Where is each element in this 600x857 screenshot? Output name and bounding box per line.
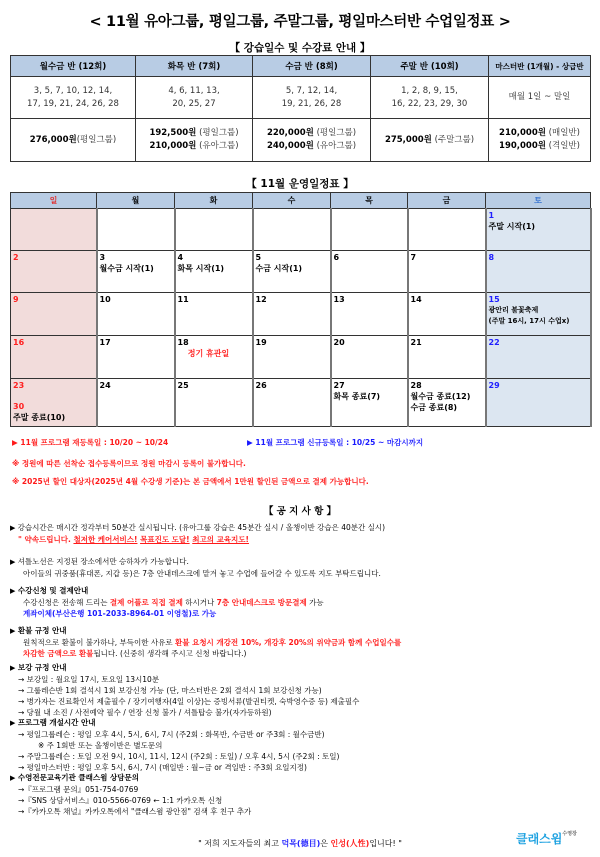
day-event: 화목 종료(7) xyxy=(333,392,381,401)
class-days-line: 1, 2, 8, 9, 15, xyxy=(401,85,458,96)
calendar-day-cell xyxy=(408,336,486,379)
fee-col-header: 마스터반 (1개월) - 상급반 xyxy=(489,56,591,77)
brand-logo xyxy=(516,830,577,847)
notice-sub-item: → 병가자는 진료확인서 제출필수 / 장기여행자(4일 이상)는 증빙서류(발권티켓, 숙박영수증 등) 제출필수 xyxy=(18,697,360,706)
price-amount: 220,000원 xyxy=(266,128,314,138)
day-event: 주말 시작(1) xyxy=(488,222,536,231)
new-registration-label: ▶ 11월 프로그램 신규등록일 : xyxy=(247,438,352,447)
weekday-thu: 목 xyxy=(331,193,408,209)
notice-item-title: ▶ 셔틀노선은 지정된 장소에서만 승하차가 가능합니다. xyxy=(10,556,590,568)
calendar-day-cell xyxy=(253,336,331,379)
notice-sub-item: → 평일그룹레슨 : 평일 오후 4시, 5시, 6시, 7시 (주2회 : 화목반, 수금반 or 주3회 : 월수금반) xyxy=(18,730,325,739)
class-days-cell xyxy=(489,77,591,119)
weekday-fri: 금 xyxy=(408,193,486,209)
calendar-week-row xyxy=(11,293,591,336)
capacity-note: ※ 정원에 따른 선착순 접수등록이므로 정원 마감시 등록이 불가합니다. xyxy=(12,459,246,468)
day-number: 21 xyxy=(410,338,422,347)
motto-text: " 저희 지도자들의 최고 xyxy=(198,839,282,848)
payment-desk-highlight: 7층 안내데스크로 방문결제 xyxy=(216,598,307,607)
calendar-day-cell xyxy=(97,209,175,251)
promise-prefix: " 약속드립니다. xyxy=(18,535,74,544)
weekday-mon: 월 xyxy=(97,193,175,209)
calendar-day-cell xyxy=(331,293,408,336)
fee-col-header: 월수금 반 (12회) xyxy=(11,56,136,77)
class-days-line: 17, 19, 21, 24, 26, 28 xyxy=(27,98,119,109)
payment-text: 수강신청은 전송해 드리는 xyxy=(23,598,110,607)
class-days-line: 20, 25, 27 xyxy=(172,98,216,109)
day-number: 25 xyxy=(177,381,189,390)
promise-line xyxy=(10,534,590,545)
day-number: 24 xyxy=(99,381,111,390)
calendar-day-cell xyxy=(486,293,591,336)
calendar-day-cell xyxy=(11,336,97,379)
notice-item-title: ▶ 프로그램 개설시간 안내 xyxy=(10,717,590,729)
reregistration-period xyxy=(12,437,168,448)
day-number: 18 xyxy=(177,338,189,347)
footer-motto xyxy=(0,838,600,849)
notice-makeup xyxy=(10,662,590,718)
calendar-day-cell xyxy=(175,209,253,251)
new-registration-dates: 10/25 ~ 마감시까지 xyxy=(351,438,424,447)
promise-care: 철저한 케어서비스! xyxy=(73,535,138,544)
class-days-line: 5, 7, 12, 14, xyxy=(285,85,338,96)
motto-character: 인성(人性) xyxy=(330,839,370,848)
day-number: 2 xyxy=(13,253,19,262)
notice-schedule xyxy=(10,717,590,773)
fee-table-price-row xyxy=(11,119,591,162)
calendar-week-row xyxy=(11,336,591,379)
day-number: 9 xyxy=(13,295,19,304)
logo-sub: 수영장 xyxy=(562,831,577,837)
notice-item-body: 아이들의 귀중품(휴대폰, 지갑 등)은 7층 안내데스크에 맡겨 놓고 수업에 들어갈 수 있도록 지도 부탁드립니다. xyxy=(23,569,381,578)
calendar-day-cell xyxy=(11,251,97,293)
weekday-sun: 일 xyxy=(11,193,97,209)
class-days-line: 19, 21, 26, 28 xyxy=(281,98,342,109)
day-number: 20 xyxy=(333,338,345,347)
day-event: 광안리 불꽃축제 xyxy=(488,306,539,314)
calendar-day-cell xyxy=(408,379,486,427)
day-number: 29 xyxy=(488,381,500,390)
notice-sub-item: → 주말그룹레슨 : 토일 오전 9시, 10시, 11시, 12시 (주2회 : 토일) / 오후 4시, 5시 (주2회 : 토일) xyxy=(18,752,340,761)
day-number: 17 xyxy=(99,338,111,347)
calendar-day-cell xyxy=(486,251,591,293)
day-number: 16 xyxy=(13,338,25,347)
day-number: 19 xyxy=(255,338,267,347)
price-cell xyxy=(489,119,591,162)
day-number: 7 xyxy=(410,253,417,262)
calendar-day-cell xyxy=(97,293,175,336)
reregistration-label: ▶ 11월 프로그램 재등록일 : xyxy=(12,438,110,447)
notice-item-title: ▶ 수강신청 및 결제안내 xyxy=(10,585,590,597)
day-event: 수금 시작(1) xyxy=(255,264,303,273)
payment-app-highlight: 결제 어플로 직접 결제 xyxy=(109,598,183,607)
day-number: 6 xyxy=(333,253,340,262)
closed-day-label: 정기 휴관일 xyxy=(187,349,230,358)
calendar-heading: 【 11월 운영일정표 】 xyxy=(246,178,354,190)
day-number: 4 xyxy=(177,253,184,262)
weekday-wed: 수 xyxy=(253,193,331,209)
payment-text: 가능 xyxy=(306,598,324,607)
price-group: (평일그룹) xyxy=(196,128,239,138)
weekday-tue: 화 xyxy=(175,193,253,209)
day-number: 15 xyxy=(488,295,500,304)
calendar-day-cell xyxy=(175,293,253,336)
notice-item-title: ▶ 강습시간은 매시간 정각부터 50분간 실시됩니다. (유아그룹 강습은 45분간 실시 / 올챙이반 강습은 40분간 실시) xyxy=(10,522,590,534)
calendar-day-cell xyxy=(331,209,408,251)
day-number: 28 xyxy=(410,381,422,390)
price-amount: 275,000원 xyxy=(384,134,432,145)
class-days-cell xyxy=(11,77,136,119)
day-number: 13 xyxy=(333,295,345,304)
notice-item-title: ▶ 수영전문교육기관 클래스윔 상담문의 xyxy=(10,772,590,784)
day-number: 27 xyxy=(333,381,345,390)
notice-item-body xyxy=(10,597,590,608)
calendar-day-cell xyxy=(408,209,486,251)
price-cell xyxy=(371,119,489,162)
price-amount: 210,000원 xyxy=(499,128,546,138)
class-days-line: 16, 22, 23, 29, 30 xyxy=(391,98,468,109)
fee-col-header: 수금 반 (8회) xyxy=(253,56,371,77)
class-days-line: 매월 1일 ~ 말일 xyxy=(508,92,571,102)
price-amount: 276,000원 xyxy=(29,134,77,145)
bank-account-info: 계좌이체(부산은행 101-2033-8964-01 이영철)로 가능 xyxy=(23,609,217,618)
promise-goal: 목표진도 도달! xyxy=(140,535,190,544)
calendar-day-cell xyxy=(486,336,591,379)
logo-text: 클래스윔 xyxy=(516,832,563,846)
class-days-cell xyxy=(136,77,253,119)
day-event: 화목 시작(1) xyxy=(177,264,225,273)
notice-sub-item: → 평일마스터반 : 평일 오후 5시, 6시, 7시 (매일반 : 월~금 or 격일반 : 주3회 요일지정) xyxy=(18,763,307,772)
day-number: 10 xyxy=(99,295,111,304)
notice-sub-item: → 당월 내 소진 / 사전예약 필수 / 연장 신청 불가 / 셔틀탑승 불가(자가등하원) xyxy=(18,708,272,717)
day-number: 1 xyxy=(488,211,495,220)
calendar-day-cell xyxy=(97,336,175,379)
calendar-day-cell xyxy=(331,251,408,293)
class-days-cell xyxy=(371,77,489,119)
day-number: 22 xyxy=(488,338,500,347)
refund-text: 원칙적으로 환불이 불가하나, 부득이한 사유로 xyxy=(23,638,175,647)
day-event: 월수금 종료(12) xyxy=(410,392,471,401)
price-amount: 210,000원 xyxy=(149,141,197,151)
price-group: (유아그룹) xyxy=(313,141,357,151)
refund-text: 됩니다. (신중히 생각해 주시고 신청 바랍니다.) xyxy=(93,649,247,658)
price-amount: 192,500원 xyxy=(149,128,197,138)
price-group: (격일반) xyxy=(545,141,580,151)
day-event: (주말 16시, 17시 수업x) xyxy=(488,317,570,325)
notice-shuttle xyxy=(10,556,590,579)
price-group: (매일반) xyxy=(545,128,580,138)
calendar-day-cell xyxy=(11,293,97,336)
calendar-day-cell xyxy=(253,209,331,251)
calendar-day-cell xyxy=(97,251,175,293)
motto-text: 은 xyxy=(320,839,331,848)
contact-phone: →『프로그램 문의』051-754-0769 xyxy=(18,785,139,794)
notice-lesson-time xyxy=(10,522,590,545)
day-number: 8 xyxy=(488,253,495,262)
fee-section-heading: 【 강습일수 및 수강료 안내 】 xyxy=(229,42,371,54)
price-cell xyxy=(253,119,371,162)
price-group: (유아그룹) xyxy=(196,141,239,151)
day-event: 주말 종료(10) xyxy=(13,413,66,422)
notice-payment xyxy=(10,585,590,619)
calendar-header-row xyxy=(11,193,591,209)
calendar-day-cell xyxy=(331,379,408,427)
price-group: (평일그룹) xyxy=(313,128,357,138)
calendar-day-cell xyxy=(486,379,591,427)
calendar-day-cell xyxy=(331,336,408,379)
fee-col-header: 주말 반 (10회) xyxy=(371,56,489,77)
motto-text: 입니다! " xyxy=(369,839,402,848)
price-amount: 190,000원 xyxy=(499,141,546,151)
calendar-day-cell xyxy=(253,251,331,293)
notice-sub-item: → 그룹레슨반 1회 결석시 1회 보강신청 가능 (단, 마스터반은 2회 결석시 1회 보강신청 가능) xyxy=(18,686,322,695)
day-event: 월수금 시작(1) xyxy=(99,264,154,273)
day-number: 3 xyxy=(99,253,106,262)
calendar-day-cell xyxy=(175,379,253,427)
calendar-day-cell xyxy=(408,251,486,293)
price-group: (평일그룹) xyxy=(76,134,117,145)
weekday-sat: 토 xyxy=(486,193,591,209)
notice-heading: 【 공 지 사 항 】 xyxy=(263,506,337,517)
calendar-day-cell xyxy=(175,336,253,379)
day-number: 30 xyxy=(13,402,25,411)
day-number: 23 xyxy=(13,381,25,390)
day-number: 26 xyxy=(255,381,267,390)
promise-education: 최고의 교육지도! xyxy=(192,535,249,544)
class-days-cell xyxy=(253,77,371,119)
notice-item-title: ▶ 환불 규정 안내 xyxy=(10,625,590,637)
price-cell xyxy=(136,119,253,162)
notice-contact xyxy=(10,772,590,817)
calendar-week-row xyxy=(11,209,591,251)
new-registration-period xyxy=(247,437,423,448)
calendar-day-cell xyxy=(97,379,175,427)
calendar-week-row xyxy=(11,379,591,427)
notice-item-body xyxy=(10,637,590,659)
refund-highlight: 차감한 금액으로 환불 xyxy=(23,649,94,658)
calendar-day-cell xyxy=(486,209,591,251)
notice-sub-item: ※ 주 1회반 또는 올챙이반은 별도문의 xyxy=(38,741,163,750)
day-event: 수금 종료(8) xyxy=(410,403,458,412)
contact-kakao-channel: →『카카오톡 채널』카카오톡에서 "클래스윔 광안점" 검색 후 친구 추가 xyxy=(18,807,252,816)
price-cell xyxy=(11,119,136,162)
day-number: 11 xyxy=(177,295,189,304)
price-amount: 240,000원 xyxy=(266,141,314,151)
refund-highlight: 환불 요청시 개강전 10%, 개강후 20%의 위약금과 함께 수업일수를 xyxy=(174,638,402,647)
notice-sub-item: → 보강일 : 월요일 17시, 토요일 13시10분 xyxy=(18,675,160,684)
calendar-day-cell xyxy=(253,379,331,427)
motto-virtue: 덕목(德目) xyxy=(281,839,321,848)
day-number: 5 xyxy=(255,253,262,262)
class-days-line: 4, 6, 11, 13, xyxy=(168,85,220,96)
page-title: < 11월 유아그룹, 평일그룹, 주말그룹, 평일마스터반 수업일정표 > xyxy=(89,14,511,30)
calendar-day-cell xyxy=(408,293,486,336)
notice-item-title: ▶ 보강 규정 안내 xyxy=(10,662,590,674)
fee-table-days-row xyxy=(11,77,591,119)
fee-table xyxy=(10,55,591,162)
class-days-line: 3, 5, 7, 10, 12, 14, xyxy=(33,85,113,96)
fee-col-header: 화목 반 (7회) xyxy=(136,56,253,77)
day-number: 12 xyxy=(255,295,267,304)
price-group: (주말그룹) xyxy=(431,134,475,145)
fee-table-header-row xyxy=(11,56,591,77)
calendar-day-cell xyxy=(11,209,97,251)
notice-refund xyxy=(10,625,590,659)
reregistration-dates: 10/20 ~ 10/24 xyxy=(109,438,169,447)
calendar-day-cell xyxy=(11,379,97,427)
calendar-day-cell xyxy=(175,251,253,293)
payment-text: 하시거나 xyxy=(182,598,217,607)
calendar-day-cell xyxy=(253,293,331,336)
contact-sns: →『SNS 상담서비스』010-5566-0769 ← 1:1 카카오톡 신청 xyxy=(18,796,223,805)
discount-note: ※ 2025년 할인 대상자(2025년 4월 수강생 기준)는 본 금액에서 1만원 할인된 금액으로 결제 가능합니다. xyxy=(12,477,369,486)
calendar-table xyxy=(10,192,592,427)
calendar-week-row xyxy=(11,251,591,293)
day-number: 14 xyxy=(410,295,422,304)
